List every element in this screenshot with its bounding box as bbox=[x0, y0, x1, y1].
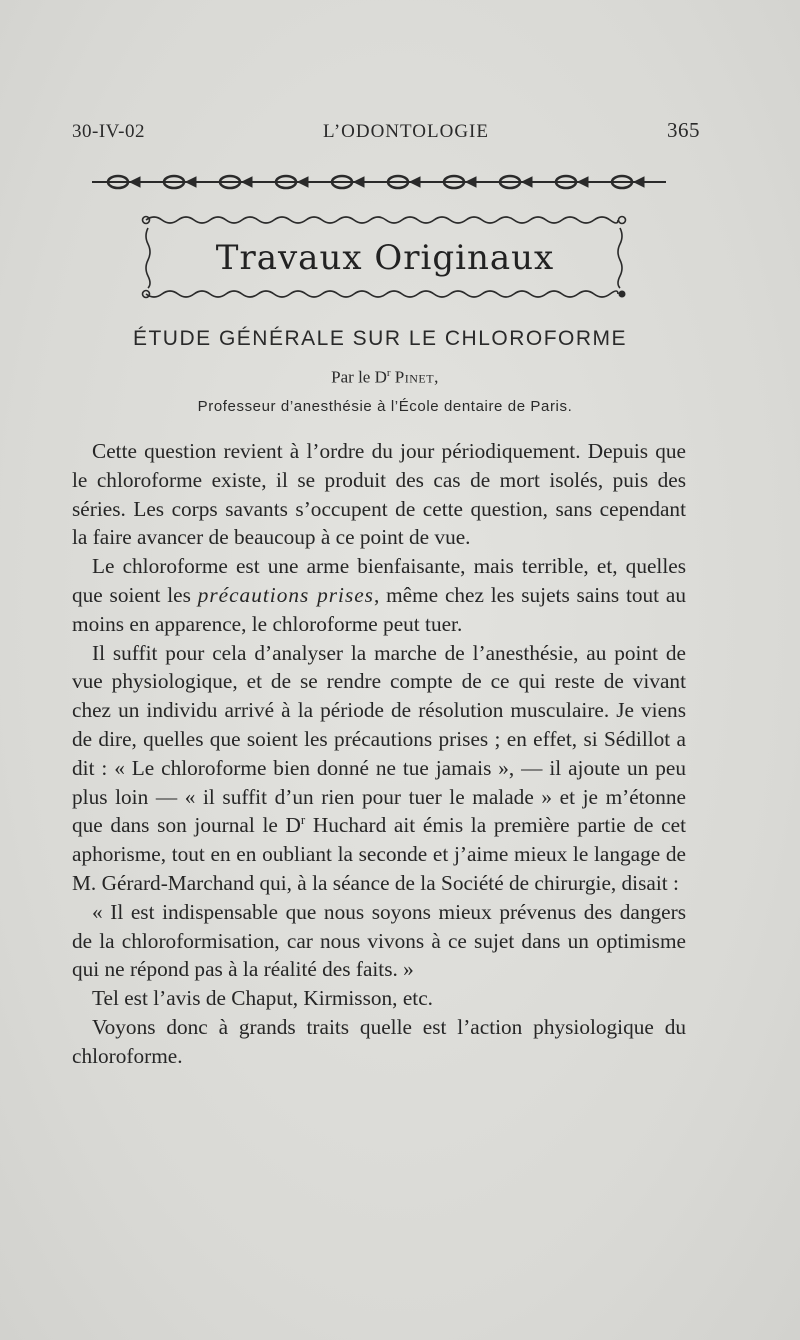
byline-prefix: Par le D bbox=[331, 367, 387, 387]
paragraph: Voyons donc à grands traits quelle est l’action physiologique du chloroforme. bbox=[72, 1014, 686, 1068]
superscript: r bbox=[300, 812, 306, 828]
page-number: 365 bbox=[666, 118, 700, 142]
byline bbox=[0, 367, 770, 388]
article-body bbox=[72, 437, 686, 1071]
paragraph bbox=[72, 639, 686, 898]
quoted-paragraph: « Il est indispensable que nous soyons mieux prévenus des dangers de la chloroformisation, car nous vivons à ce sujet dans un optimisme qui ne répond pas à la réalité des faits. » bbox=[72, 899, 686, 982]
author-affiliation: Professeur d’anesthésie à l’École dentaire de Paris. bbox=[197, 398, 573, 415]
issue-date: 30-IV-02 bbox=[72, 121, 145, 142]
paragraph-text: Le chloroforme est une arme bienfaisante, mais terrible, et, quelles que soient les bbox=[72, 554, 686, 607]
paragraph-text: , même chez les sujets sains tout au moins en apparence, le chloroforme peut tuer. bbox=[72, 582, 686, 636]
article-title: ÉTUDE GÉNÉRALE SUR LE CHLOROFORME bbox=[132, 327, 628, 350]
emphasized-text: précautions prises bbox=[197, 582, 374, 607]
paragraph-text: Il suffit pour cela d’analyser la marche de l’anesthésie, au point de vue physiologique, et de se rendre compte de ce qui reste de vivant chez un individu arrivé à la période de résolution musculaire. Je viens de dire, quelles que soient les précautions prises ; en effet, si Sédillot a dit : « Le chloroforme bien donné ne tue jamais », — il ajoute un peu plus loin — « il suffit d’un rien pour tuer le malade » et je m’étonne que dans son journal le D bbox=[72, 640, 686, 838]
byline-superscript: r bbox=[386, 367, 391, 379]
paragraph: Tel est l’avis de Chaput, Kirmisson, etc. bbox=[92, 986, 433, 1011]
paragraph-text: Huchard ait émis la première partie de cet aphorisme, tout en en oubliant la seconde et j’aime mieux le langage de M. Gérard-Marchand qui, à la séance de la Société de chirurgie, disait : bbox=[72, 813, 686, 895]
journal-title: L’ODONTOLOGIE bbox=[322, 121, 489, 142]
decorative-ornament-band bbox=[92, 170, 666, 194]
paragraph bbox=[72, 552, 686, 638]
section-title-frame bbox=[140, 208, 630, 304]
paragraph: Cette question revient à l’ordre du jour périodiquement. Depuis que le chloroforme existe, il se produit des cas de mort isolés, puis des séries. Les corps savants s’occupent de cette question, sans cependant la faire avancer de beaucoup à ce point de vue. bbox=[72, 439, 686, 550]
running-header bbox=[72, 118, 700, 143]
author-name: Pinet, bbox=[394, 367, 439, 387]
section-title: Travaux Originaux bbox=[215, 238, 555, 278]
